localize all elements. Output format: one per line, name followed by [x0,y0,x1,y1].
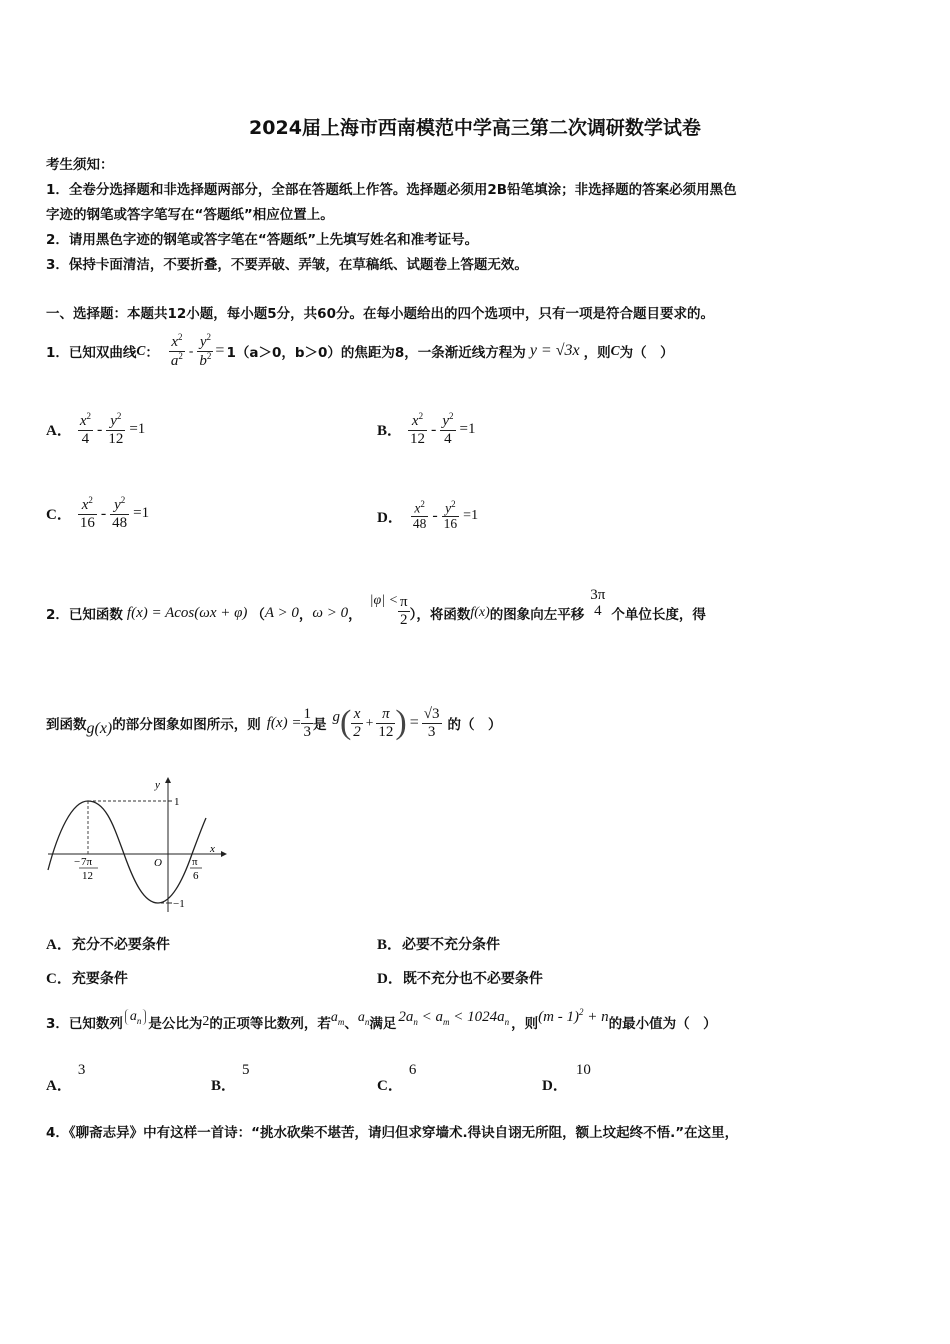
notice-item-2: 2．请用黑色字迹的钢笔或答字笔在“答题纸”上先填写姓名和准考证号。 [46,232,479,248]
q3-option-a[interactable]: A． 3 [46,1062,86,1094]
q3-option-d[interactable]: D． 10 [542,1062,591,1094]
q2-fx-eq: f(x) = [266,714,302,731]
q2-one-third: $\frac{1}{3}$ [303,706,311,740]
q1-option-a[interactable]: A． $\frac{x^2}{4}$ - $\frac{y^2}{12}$ =1 [46,411,146,447]
q1-option-b[interactable]: B． $\frac{x^2}{12}$ - $\frac{y^2}{4}$ =1 [377,411,476,447]
q3-inequality: $2a_n < a_m < 1024a_n$ [398,1009,510,1027]
q3-option-c[interactable]: C． 6 [377,1062,417,1094]
q2-option-a[interactable]: A．充分不必要条件 [46,937,170,953]
tick-right-den: 6 [193,870,199,882]
q1-tail: ，则 [583,345,611,361]
q1-colon: ： [145,345,159,361]
q1-option-c[interactable]: C． $\frac{x^2}{16}$ - $\frac{y^2}{48}$ =1 [46,495,150,531]
q3-option-b[interactable]: B． 5 [211,1062,250,1094]
q2-option-d[interactable]: D．既不充分也不必要条件 [377,971,543,987]
q1-condition: 1（a＞0，b＞0）的焦距为8，一条渐近线方程为 [226,345,526,361]
q2-graph [44,772,234,917]
q1-option-d[interactable]: D． $\frac{x^2}{48}$ - $\frac{y^2}{16}$ =1 [377,499,479,532]
q2-fx: f(x) [470,605,490,620]
q2-pi-over-2: $\frac{\pi}{2}$ [400,594,408,628]
question-1: 1．已知双曲线 C ： $\frac{x^2}{a^2}$ - $\frac{y^2}{b^2}$ = 1（a＞0，b＞0）的焦距为8，一条渐近线方程为 y = √3x ，则 C 为（ ） [46,332,674,369]
notice-item-1b: 字迹的钢笔或答字笔写在“答题纸”相应位置上。 [46,207,334,223]
g-curve [48,801,206,903]
question-4: 4．《聊斋志异》中有这样一首诗：“挑水砍柴不堪苦，请归但求穿墙术.得诀自诩无所阻，额上坟起终不悟.”在这里， [46,1125,739,1141]
q2-shift: 3π 4 [590,586,606,619]
question-3: 3．已知数列 $a_n$ 是公比为 2 的正项等比数列，若 $a_m$ 、 $a_n$ 满足 $2a_n < a_m < 1024a_n$ ，则 (m - 1)$^2$ + n 的最小值为（ ） [46,1006,717,1032]
q2-function: f(x) = Acos(ωx + φ) [126,604,248,621]
x-axis-label: x [210,843,215,855]
tick-left-sign: − [74,856,81,868]
q3-sequence: $a_n$ [125,1009,147,1026]
q2-cond-phi: |φ| < [369,593,399,608]
tick-left-num: 7π [81,856,93,868]
q2-sqrt3-over-3: $\frac{√3}{3}$ [423,706,440,740]
q2-option-b[interactable]: B．必要不充分条件 [377,937,501,953]
q1-frac-x: $\frac{x^2}{a^2}$ [170,332,183,369]
notice-heading: 考生须知： [46,157,114,173]
q2-gx: g(x) [86,720,113,737]
q1-asymptote: y = √3x [529,342,580,359]
notice-item-1: 1．全卷分选择题和非选择题两部分，全部在答题纸上作答。选择题必须用2B铅笔填涂；非选择题的答案必须用黑色 [46,182,737,198]
min-label: −1 [173,898,185,910]
notice-item-3: 3．保持卡面清洁，不要折叠，不要弄破、弄皱，在草稿纸、试题卷上答题无效。 [46,257,528,273]
section-heading: 一、选择题：本题共12小题，每小题5分，共60分。在每小题给出的四个选项中，只有一项是符合题目要求的。 [46,306,714,322]
q1-curve-name: C [136,343,146,358]
q3-expression: (m - 1)$^2$ + n [538,1006,609,1025]
tick-left-den: 12 [82,870,93,882]
q2-mid2: 的图象向左平移 [489,607,585,623]
q1-curve-name-2: C [610,343,620,358]
q2-pi-over-12: $\frac{\pi}{12}$ [378,706,394,740]
q1-prefix: 1．已知双曲线 [46,345,137,361]
q2-cond-w: ω > 0 [312,604,349,621]
question-2-line-2: 到函数 g(x) 的部分图象如图所示，则 f(x) = $\frac{1}{3}$ 是 g ( $\frac{x}{2}$ + $\frac{\pi}{12}$ ) = $\frac{√3}{3}$ 的（ ） [46,704,502,741]
q2-cond-a: A > 0 [264,604,299,621]
q2-x-over-2: $\frac{x}{2}$ [353,706,361,740]
q2-mid3: 个单位长度，得 [611,607,706,623]
q2-option-c[interactable]: C．充要条件 [46,971,128,987]
q1-tail-2: 为（ ） [619,345,674,361]
q1-frac-y: $\frac{y^2}{b^2}$ [199,332,212,369]
y-axis-label: y [155,779,160,791]
question-2-line-1: 2．已知函数 f(x) = Acos(ωx + φ) （ A > 0 ， ω > 0 ， |φ| < $\frac{\pi}{2}$ ），将函数 f(x) 的图象向左平移 3π 4 个单位长度，得 [46,586,706,628]
q2-mid: ），将函数 [409,607,471,623]
max-label: 1 [174,796,180,808]
page-title: 2024届上海市西南模范中学高三第二次调研数学试卷 [249,117,701,139]
tick-right-num: π [192,856,198,868]
origin-label: O [154,857,162,869]
q2-prefix: 2．已知函数 [46,607,123,623]
